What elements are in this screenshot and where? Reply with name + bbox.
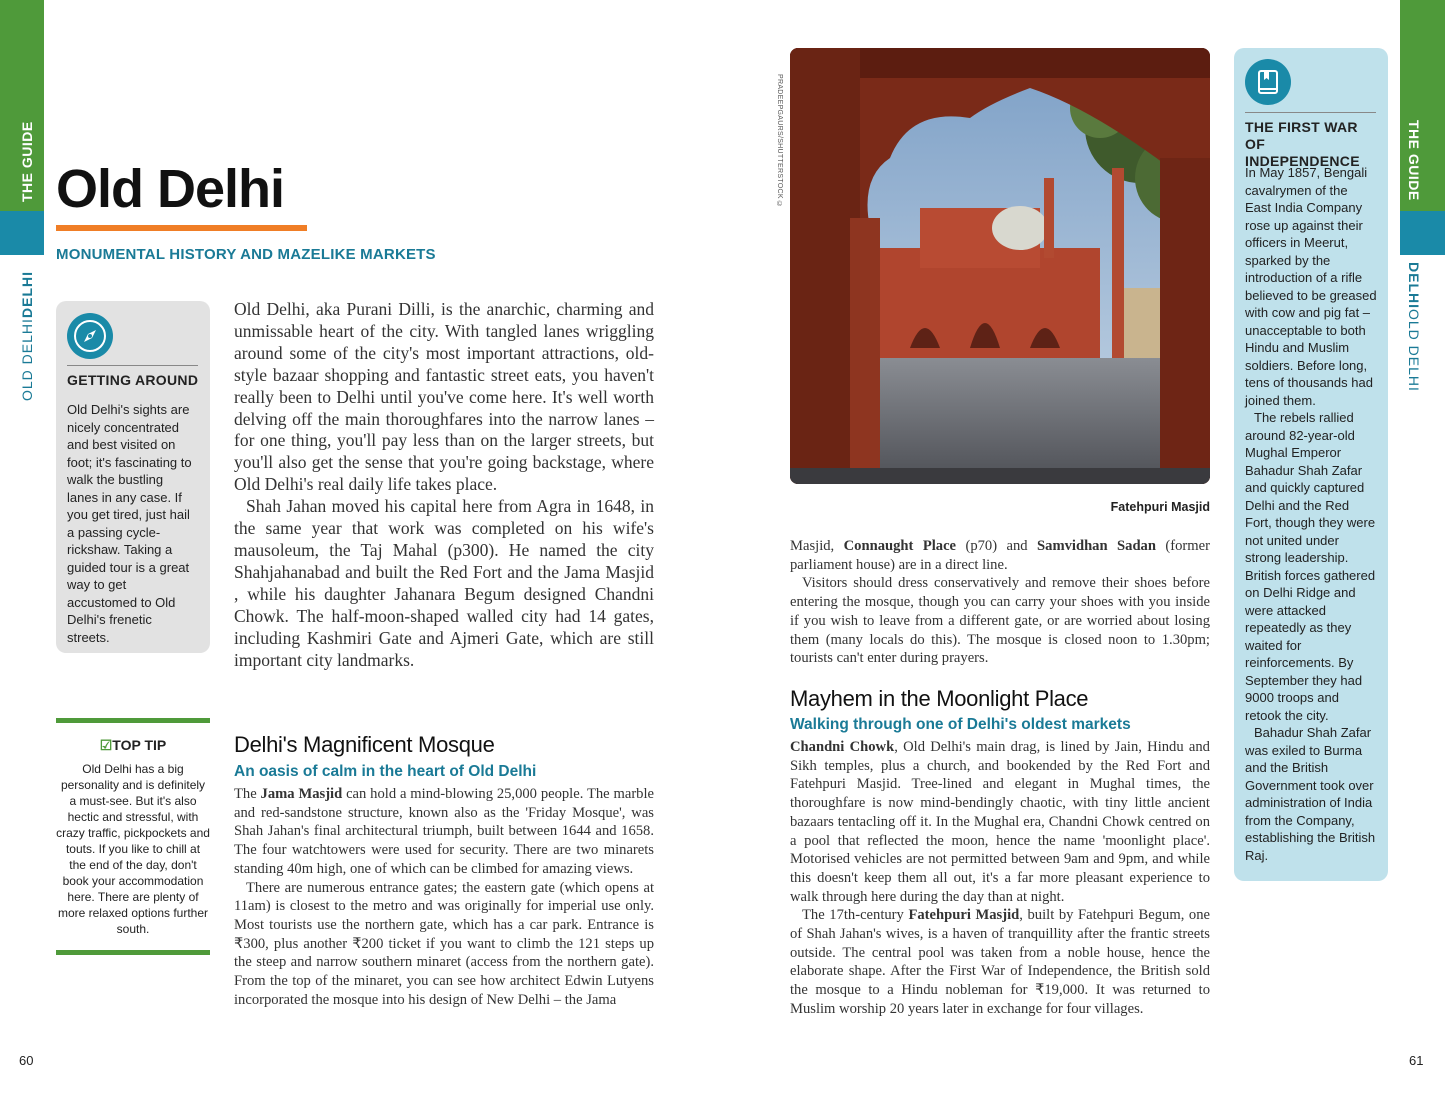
- getting-around-rule: [67, 365, 198, 366]
- page-number-right: 61: [1409, 1053, 1424, 1068]
- page-title: Old Delhi: [56, 159, 285, 219]
- top-tip-rule-top: [56, 718, 210, 723]
- mosque-paragraph-2: There are numerous entrance gates; the eastern gate (which opens at 11am) is closest to the metro and was originally for imperial use only. Most tourists use the northern gate, which has a car park. Entrance is ₹300, plus another ₹200 ticket if you want to climb the 121 steps up the steep and narrow southern minaret (access from the northern gate). From the top of the minaret, you can see how architect Edwin Lutyens incorporated the mosque into his design of New Delhi – the Jama: [234, 879, 654, 1008]
- mosque-heading: Delhi's Magnificent Mosque: [234, 732, 495, 757]
- jama-masjid-bold: Jama Masjid: [260, 786, 343, 802]
- continued-paragraph-1: Masjid, Connaught Place (p70) and Samvidhan Sadan (former parliament house) are in a direct line.: [790, 538, 1210, 573]
- left-side-nav: [19, 266, 35, 401]
- continued-text: [790, 537, 1210, 668]
- sidebar-paragraph-2: The rebels rallied around 82-year-old Mughal Emperor Bahadur Shah Zafar and quickly captured Delhi and the Red Fort, though they were not united under strong leadership. British forces gathered on Delhi Ridge and were attacked repeatedly as they waited for reinforcements. By September they had 9000 troops and retook the city.: [1245, 410, 1376, 723]
- mosque-paragraph-1: The Jama Masjid can hold a mind-blowing 25,000 people. The marble and red-sandstone structure, known also as the 'Friday Mosque', was Shah Jahan's final architectural triumph, built between 1644 and 1658. The four watchtowers were used for security. There are two minarets standing 40m high, one of which can be climbed for amazing views.: [234, 786, 655, 877]
- compass-icon: [67, 313, 113, 359]
- fatehpuri-masjid-bold: Fatehpuri Masjid: [908, 907, 1020, 924]
- top-tip-text: Old Delhi has a big personality and is definitely a must-see. But it's also hectic and stressful, with crazy traffic, pickpockets and touts. If you like to chill at the end of the day, don't book your accommodation here. There are plenty of more relaxed options further south.: [56, 762, 210, 936]
- left-guide-tab-label: THE GUIDE: [19, 121, 35, 202]
- intro-paragraph: Shah Jahan moved his capital here from Agra in 1648, in the same year that work was completed on his wife's mausoleum, the Taj Mahal (p300). He named the city Shahjahanabad and built the Red Fort and the Jama Masjid , while his daughter Jahanara Begum designed Chandni Chowk. The half-moon-shaped walled city had 14 gates, including Kashmiri Gate and Ajmeri Gate, which are still important city landmarks.: [234, 496, 654, 670]
- mosque-subheading: An oasis of calm in the heart of Old Delhi: [234, 763, 537, 780]
- chandni-chowk-bold: Chandni Chowk: [790, 739, 895, 755]
- top-tip-heading-row: [56, 737, 210, 754]
- checkbox-icon: ☑: [99, 737, 113, 753]
- side-nav-region: DELHI: [19, 271, 35, 319]
- moonlight-paragraph-1: Chandni Chowk, Old Delhi's main drag, is lined by Jain, Hindu and Sikh temples, plus a church, and bookended by the Red Fort and Fatehpuri Masjid. Tree-lined and elegant in Mughal times, the thoroughfare is now mind-bendingly chaotic, with tiny little ancient bazaars tentacling off it. In the Mughal era, Chandni Chowk centred on a pool that reflected the moon, hence the name 'moonlight place'. Motorised vehicles are not permitted between 9am and 9pm, and while this doesn't keep them all out, it's a far more pleasant experience to walk through here during the day than at night.: [790, 739, 1210, 905]
- getting-around-heading: GETTING AROUND: [67, 372, 199, 388]
- right-guide-tab-label: THE GUIDE: [1406, 120, 1422, 201]
- sidebar-rule: [1245, 112, 1376, 113]
- moonlight-paragraph-2: The 17th-century Fatehpuri Masjid, built by Fatehpuri Begum, one of Shah Jahan's wives, is a haven of tranquillity after the frantic streets outside. The central pool was taken from a noble house, hence the elaborate shape. After the First War of Independence, the British sold the mosque to a Hindu nobleman for ₹19,000. It was returned to Muslim worship 20 years later in exchange for four villages.: [790, 907, 1210, 1017]
- side-nav-section: OLD DELHI: [1406, 309, 1422, 392]
- sidebar-text: [1245, 164, 1377, 864]
- getting-around-text: Old Delhi's sights are nicely concentrated and best visited on foot; it's fascinating to walk the bustling lanes in any case. If you get tired, just hail a passing cycle-rickshaw. Taking a guided tour is a great way to get accustomed to Old Delhi's frenetic streets.: [67, 402, 192, 645]
- left-blue-tab: [0, 211, 44, 255]
- top-tip-heading: TOP TIP: [112, 737, 167, 753]
- intro-paragraph: Old Delhi, aka Purani Dilli, is the anarchic, charming and unmissable heart of the city. With tangled lanes wriggling around some of the city's most important attractions, old-style bazaar shopping and fantastic street eats, you haven't really been to Delhi until you've come here. It's well worth delving off the main thoroughfares into the narrow lanes – for one thing, you'll pay less than on the larger streets, but you'll also get the sense that you're going backstage, where Old Delhi's real daily life takes place.: [234, 299, 654, 495]
- connaught-place-bold: Connaught Place: [843, 538, 957, 554]
- intro-text: [234, 299, 654, 671]
- continued-paragraph-2: Visitors should dress conservatively and remove their shoes before entering the mosque, though you can carry your shoes with you inside if you wish to leave from a different gate, or are worried about losing them (many locals do this). The mosque is closed noon to 1.30pm; tourists can't enter during prayers.: [790, 575, 1210, 667]
- sidebar-paragraph-3: Bahadur Shah Zafar was exiled to Burma and the British Government took over administration of India from the Company, establishing the British Raj.: [1245, 725, 1376, 863]
- getting-around-box: [56, 301, 210, 653]
- first-war-sidebar: [1234, 48, 1388, 881]
- right-side-nav: [1406, 262, 1422, 397]
- page-number-left: 60: [19, 1053, 34, 1068]
- photo-caption: Fatehpuri Masjid: [1110, 500, 1210, 514]
- book-icon: [1245, 59, 1291, 105]
- moonlight-subheading: Walking through one of Delhi's oldest markets: [790, 716, 1131, 733]
- samvidhan-sadan-bold: Samvidhan Sadan: [1037, 538, 1156, 554]
- side-nav-region: DELHI: [1406, 262, 1422, 309]
- moonlight-heading: Mayhem in the Moonlight Place: [790, 686, 1089, 711]
- right-blue-tab: [1400, 211, 1445, 255]
- fatehpuri-masjid-photo: [790, 48, 1210, 484]
- mosque-text: [234, 785, 654, 1009]
- photo-credit: PRADEEPGAURS/SHUTTERSTOCK ©: [776, 74, 783, 209]
- moonlight-text: [790, 738, 1210, 1019]
- side-nav-section: OLD DELHI: [19, 318, 35, 401]
- sidebar-paragraph-1: In May 1857, Bengali cavalrymen of the East India Company rose up against their officers in Meerut, sparked by the introduction of a rifle believed to be greased with cow and pig fat – unacceptable to both Hindu and Muslim soldiers. Before long, tens of thousands had joined them.: [1245, 165, 1377, 408]
- page-subtitle: MONUMENTAL HISTORY AND MAZELIKE MARKETS: [56, 246, 436, 263]
- title-underline: [56, 225, 307, 231]
- sidebar-heading: THE FIRST WAR OF INDEPENDENCE: [1245, 119, 1360, 169]
- top-tip-rule-bottom: [56, 950, 210, 955]
